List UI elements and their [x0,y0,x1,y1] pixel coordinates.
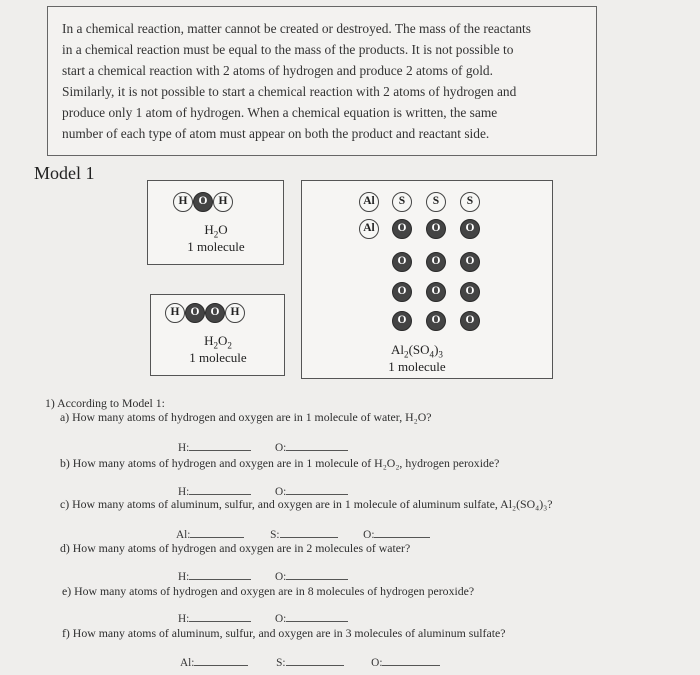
oxygen-atom: O [392,252,412,272]
answer-blank[interactable] [190,527,244,538]
intro-line: produce only 1 atom of hydrogen. When a chemical equation is written, the same [62,105,498,120]
answer-row-a: H: O: [178,440,348,454]
answer-blank[interactable] [374,527,430,538]
answer-blank[interactable] [286,440,348,451]
answer-row-d: H: O: [178,569,348,583]
oxygen-atom: O [392,311,412,331]
question-a: a) How many atoms of hydrogen and oxygen are in 1 molecule of water, H₂O? [60,410,432,424]
intro-line: in a chemical reaction must be equal to the mass of the products. It is not possible to [62,42,514,57]
answer-row-b: H: O: [178,484,348,498]
water-formula: $H_2O$ [204,222,228,240]
intro-line: In a chemical reaction, matter cannot be created or destroyed. The mass of the reactants [62,21,531,36]
oxygen-atom: O [392,219,412,239]
answer-blank[interactable] [189,611,251,622]
oxygen-atom: O [426,282,446,302]
aluminum-sulfate-formula: $Al_2(SO_4)_3$ [391,342,443,360]
answer-blank[interactable] [286,484,348,495]
aluminum-sulfate-model-box [301,180,553,379]
oxygen-atom: O [426,252,446,272]
sulfur-atom: S [460,192,480,212]
hydrogen-atom: H [165,303,185,323]
sulfur-atom: S [392,192,412,212]
aluminum-atom: Al [359,219,379,239]
answer-blank[interactable] [189,440,251,451]
hydrogen-atom: H [225,303,245,323]
question-f: f) How many atoms of aluminum, sulfur, and oxygen are in 3 molecules of aluminum sulfate? [62,626,506,640]
peroxide-model-box [150,294,285,376]
oxygen-atom: O [426,311,446,331]
answer-blank[interactable] [286,569,348,580]
oxygen-atom: O [185,303,205,323]
answer-row-e: H: O: [178,611,348,625]
answer-blank[interactable] [280,527,338,538]
answer-row-f: Al: S: O: [180,655,440,669]
peroxide-formula: $H_2O_2$ [204,333,232,351]
answer-row-c: Al: S: O: [176,527,430,541]
questions-header: 1) According to Model 1: [45,396,165,410]
answer-blank[interactable] [194,655,248,666]
hydrogen-atom: H [213,192,233,212]
answer-blank[interactable] [286,655,344,666]
oxygen-atom: O [460,311,480,331]
sulfur-atom: S [426,192,446,212]
oxygen-atom: O [193,192,213,212]
answer-blank[interactable] [189,569,251,580]
oxygen-atom: O [460,252,480,272]
aluminum-sulfate-count: 1 molecule [388,359,446,374]
oxygen-atom: O [460,282,480,302]
question-b: b) How many atoms of hydrogen and oxygen are in 1 molecule of H₂O₂, hydrogen peroxide? [60,456,500,470]
intro-line: start a chemical reaction with 2 atoms of hydrogen and produce 2 atoms of gold. [62,63,493,78]
intro-line: Similarly, it is not possible to start a chemical reaction with 2 atoms of hydrogen and [62,84,517,99]
model-title: Model 1 [34,163,95,183]
intro-box [47,6,597,156]
question-c: c) How many atoms of aluminum, sulfur, and oxygen are in 1 molecule of aluminum sulfate, Al₂(SO₄)₃? [60,497,553,511]
question-d: d) How many atoms of hydrogen and oxygen are in 2 molecules of water? [60,541,411,555]
water-count: 1 molecule [187,239,245,254]
intro-line: number of each type of atom must appear on both the product and reactant side. [62,126,490,141]
oxygen-atom: O [460,219,480,239]
oxygen-atom: O [205,303,225,323]
water-model-box [147,180,284,265]
answer-blank[interactable] [189,484,251,495]
hydrogen-atom: H [173,192,193,212]
oxygen-atom: O [426,219,446,239]
aluminum-atom: Al [359,192,379,212]
answer-blank[interactable] [382,655,440,666]
peroxide-count: 1 molecule [189,350,247,365]
question-e: e) How many atoms of hydrogen and oxygen are in 8 molecules of hydrogen peroxide? [62,584,475,598]
oxygen-atom: O [392,282,412,302]
answer-blank[interactable] [286,611,348,622]
